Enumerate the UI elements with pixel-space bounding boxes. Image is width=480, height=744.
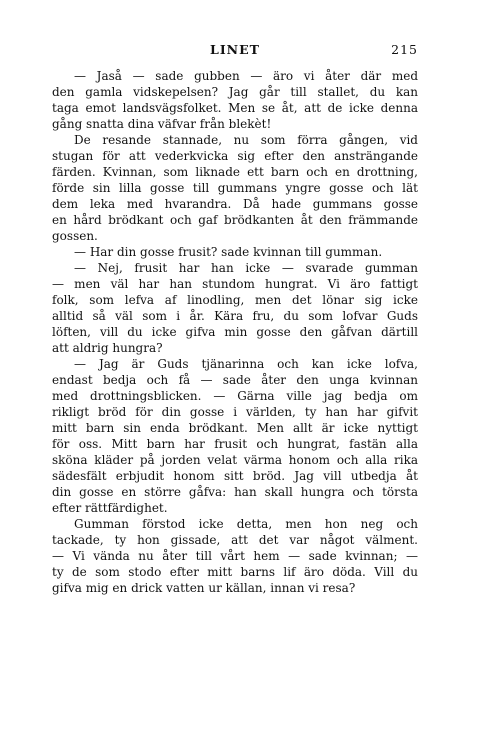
text-line: den gamla vidskepelsen? Jag går till stallet, du kan	[52, 85, 418, 99]
text-line: Gumman förstod icke detta, men hon neg och	[74, 517, 418, 531]
text-line: alltid så väl som i år. Kära fru, du som lofvar Guds	[52, 309, 418, 323]
text-line: — Har din gosse frusit? sade kvinnan till gumman.	[74, 245, 383, 259]
text-line: din gosse en större gåfva: han skall hungra och törsta	[52, 485, 418, 499]
text-line: gång snatta dina väfvar från blekèt!	[52, 117, 272, 131]
text-line: De resande stannade, nu som förra gången, vid	[74, 133, 418, 147]
text-line: färden. Kvinnan, som liknade ett barn och en drottning,	[52, 165, 418, 179]
text-line: folk, som lefva af linodling, men det lönar sig icke	[52, 293, 418, 307]
text-line: att aldrig hungra?	[52, 341, 163, 355]
text-line: ty de som stodo efter mitt barns lif äro döda. Vill du	[52, 565, 418, 579]
paragraph	[52, 356, 418, 516]
text-line: — Nej, frusit har han icke — svarade gumman	[74, 261, 418, 275]
running-head	[52, 42, 418, 60]
text-line: för oss. Mitt barn har frusit och hungrat, fastän alla	[52, 437, 418, 451]
text-line: en hård brödkant och gaf brödkanten åt den främmande	[52, 213, 418, 227]
paragraph	[52, 68, 418, 132]
text-line: gossen.	[52, 229, 98, 243]
text-line: med drottningsblicken. — Gärna ville jag bedja om	[52, 389, 418, 403]
paragraph	[52, 260, 418, 356]
text-line: efter rättfärdighet.	[52, 501, 168, 515]
text-line: taga emot landsvägsfolket. Men se åt, att de icke denna	[52, 101, 418, 115]
paragraph	[52, 132, 418, 244]
text-line: rikligt bröd för din gosse i världen, ty han har gifvit	[52, 405, 418, 419]
text-line: — men väl har han stundom hungrat. Vi äro fattigt	[52, 277, 418, 291]
paragraph	[52, 244, 418, 260]
body-text	[52, 68, 418, 596]
text-line: sköna kläder på jorden velat värma honom och alla rika	[52, 453, 418, 467]
text-line: löften, vill du icke gifva min gosse den gåfvan därtill	[52, 325, 418, 339]
text-line: — Jag är Guds tjänarinna och kan icke lofva,	[74, 357, 418, 371]
text-line: stugan för att vederkvicka sig efter den ansträngande	[52, 149, 418, 163]
text-line: — Vi vända nu åter till vårt hem — sade kvinnan; —	[52, 549, 418, 563]
text-line: — Jaså — sade gubben — äro vi åter där med	[74, 69, 418, 83]
page-number: 215	[391, 42, 418, 57]
paragraph	[52, 516, 418, 596]
text-line: gifva mig en drick vatten ur källan, innan vi resa?	[52, 581, 356, 595]
text-line: förde sin lilla gosse till gummans yngre gosse och lät	[52, 181, 418, 195]
text-line: dem leka med hvarandra. Då hade gummans gosse	[52, 197, 418, 211]
text-line: mitt barn sin enda brödkant. Men allt är icke nyttigt	[52, 421, 418, 435]
running-title: LINET	[210, 42, 260, 57]
text-line: sädesfält erbjudit honom sitt bröd. Jag vill utbedja åt	[52, 469, 418, 483]
text-line: endast bedja och få — sade åter den unga kvinnan	[52, 373, 418, 387]
text-line: tackade, ty hon gissade, att det var något välment.	[52, 533, 418, 547]
